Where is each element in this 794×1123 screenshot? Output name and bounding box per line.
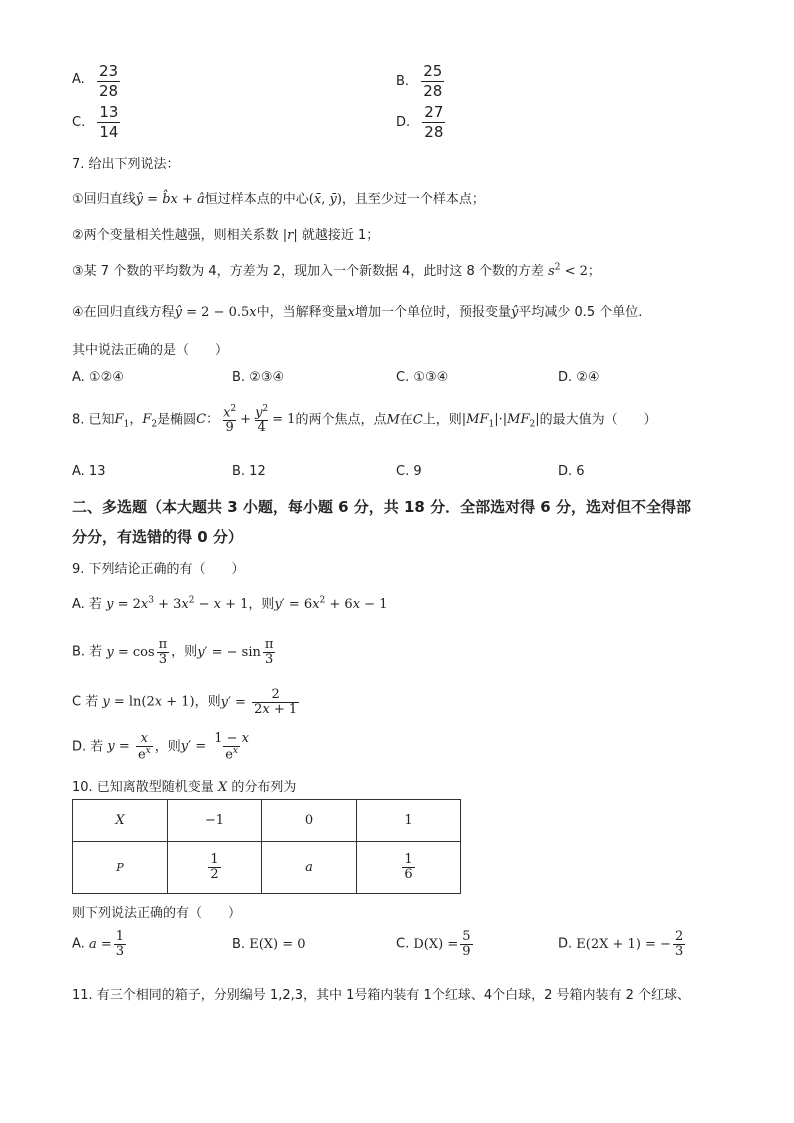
q6-option-d <box>396 103 447 142</box>
q8-option-b: B. 12 <box>232 464 266 479</box>
q8-stem <box>72 405 657 435</box>
section-2-heading-line-2: 分分，有选错的得 0 分） <box>72 528 243 546</box>
q9-b-label: B. 若 <box>72 644 103 660</box>
q6-b-den: 28 <box>423 81 443 100</box>
p-1-num: 1 <box>404 852 413 868</box>
q9-option-b <box>72 638 277 666</box>
q9-c-formula: y = ln(2x + 1) <box>102 694 195 710</box>
q8-text-pre: 8. 已知 <box>72 412 115 428</box>
q7-s3-formula: $s^2 < 2$ <box>548 262 588 279</box>
table-row <box>73 842 461 894</box>
q7-s3-text-a: ③某 7 个数的平均数为 4，方差为 2，现加入一个新数据 4，此时这 8 个数的方差 <box>72 264 544 279</box>
q9-a-then: ，则 <box>248 597 275 612</box>
q7-s1-formula: ŷ = b̂x + â <box>135 192 205 207</box>
q6-option-a-label: A. <box>72 71 85 87</box>
q7-stem: 7. 给出下列说法： <box>72 157 180 172</box>
q8-text-post: 的最大值为（ ） <box>539 412 657 428</box>
q7-statement-3 <box>72 260 601 279</box>
q11-stem: 11. 有三个相同的箱子，分别编号 1,2,3，其中 1号箱内装有 1个红球、4个白球，2 号箱内装有 2 个红球、 <box>72 988 691 1003</box>
q9-c-derivative: y′ = $\frac{2}{2x + 1}$ <box>220 687 298 717</box>
q8-text-mid: 是椭圆 <box>157 412 197 428</box>
q7-statement-4 <box>72 301 642 320</box>
q9-c-label: C 若 <box>72 694 99 710</box>
q10-a-den: 3 <box>115 943 124 959</box>
q10-a-label: A. <box>72 936 85 952</box>
q7-s4-text-a: ④在回归直线方程 <box>72 305 175 320</box>
q10-a-num: 1 <box>115 929 124 944</box>
q10-d-text: E(2X + 1) = − <box>576 936 671 952</box>
table-head-0: 0 <box>262 800 357 842</box>
q8-option-c: C. 9 <box>396 464 422 479</box>
q7-s4-text-b: 中，当解释变量 <box>256 305 348 320</box>
p-neg1-den: 2 <box>210 867 219 882</box>
q10-c-den: 9 <box>462 943 471 959</box>
table-head-1: 1 <box>357 800 461 842</box>
q8-foci: $F_1$，$F_2$ <box>114 412 158 430</box>
q9-b-formula: y = cos $\frac{\pi}{3}$ <box>106 637 168 667</box>
q6-option-d-label: D. <box>396 114 411 130</box>
q8-option-d: D. 6 <box>558 464 585 479</box>
q9-d-then: ，则 <box>154 739 181 755</box>
q6-option-c <box>72 103 122 142</box>
q7-s4-formula: ŷ = 2 − 0.5x <box>174 305 257 320</box>
q10-stem-a: 10. 已知离散型随机变量 <box>72 780 214 795</box>
q6-option-a <box>72 62 122 101</box>
q6-option-c-label: C. <box>72 114 86 130</box>
table-cell-p-0: a <box>262 842 357 894</box>
q9-b-then: ，则 <box>171 644 198 660</box>
q6-option-a-fraction <box>97 62 120 101</box>
q7-statement-1 <box>72 188 485 207</box>
q8-text-mid3: 在 <box>399 412 413 428</box>
q7-s1-text-c: ，且至少过一个样本点； <box>341 192 485 207</box>
q10-d-num: 2 <box>674 929 684 944</box>
q9-b-derivative: y′ = − sin $\frac{\pi}{3}$ <box>197 637 274 667</box>
q10-var-x: X <box>213 780 232 795</box>
q7-option-d: D. ②④ <box>558 370 600 385</box>
q10-ask: 则下列说法正确的有（ ） <box>72 906 242 921</box>
q7-s1-text-a: ①回归直线 <box>72 192 136 207</box>
q7-option-b: B. ②③④ <box>232 370 285 385</box>
q6-b-num: 25 <box>423 62 443 80</box>
q6-option-b-fraction <box>421 62 444 101</box>
q9-stem: 9. 下列结论正确的有（ ） <box>72 562 245 577</box>
q10-d-den: 3 <box>674 943 684 959</box>
q8-point-m: M <box>386 412 400 428</box>
table-head-x: X <box>73 800 168 842</box>
q9-option-a <box>72 593 387 612</box>
q10-b-label: B. <box>232 937 246 952</box>
q7-s1-text-b: 恒过样本点的中心 <box>204 192 309 207</box>
q10-c-text: D(X) = <box>413 936 459 952</box>
q7-s2-text-a: ②两个变量相关性越强，则相关系数 <box>72 228 279 243</box>
q10-option-a <box>72 930 128 958</box>
q7-s4-text-c: 增加一个单位时，预报变量 <box>354 305 511 320</box>
q7-statement-2 <box>72 224 379 243</box>
q10-d-label: D. <box>558 936 573 952</box>
q7-option-a: A. ①②④ <box>72 370 124 385</box>
q6-a-den: 28 <box>98 81 119 100</box>
q9-option-d <box>72 732 253 762</box>
q10-stem-b: 的分布列为 <box>231 780 297 795</box>
q8-option-a: A. 13 <box>72 464 106 479</box>
q8-text-mid2: 的两个焦点，点 <box>295 412 387 428</box>
q9-a-label: A. 若 <box>72 597 102 612</box>
q8-ellipse-formula: C： $\frac{x^2}{9}$ + $\frac{y^2}{4}$ = 1 <box>196 404 296 435</box>
q10-a-text: a = <box>88 936 112 952</box>
q7-ask: 其中说法正确的是（ ） <box>72 343 229 358</box>
q10-c-num: 5 <box>462 929 471 944</box>
q10-d-formula <box>576 929 687 959</box>
q8-curve-c: C <box>412 412 423 428</box>
q9-d-formula: y = $\frac{x}{e^x}$ <box>107 731 151 762</box>
q10-option-b <box>232 937 306 952</box>
q10-distribution-table <box>72 799 461 894</box>
q6-option-b <box>396 62 446 101</box>
q6-option-b-label: B. <box>396 73 410 89</box>
q8-text-mid4: 上，则 <box>422 412 462 428</box>
q9-option-c <box>72 688 301 716</box>
q10-option-d <box>558 930 687 958</box>
q7-option-c: C. ①③④ <box>396 370 449 385</box>
q6-d-den: 28 <box>424 122 444 141</box>
table-row <box>73 800 461 842</box>
q7-s4-text-d: 平均减少 0.5 个单位. <box>518 305 643 320</box>
q9-d-label: D. 若 <box>72 739 104 755</box>
table-head-neg1: −1 <box>168 800 262 842</box>
q7-s4-var-y: ŷ <box>511 305 519 320</box>
q10-b-text: E(X) = 0 <box>249 937 306 952</box>
p-1-den: 6 <box>404 867 413 882</box>
p-neg1-num: 1 <box>210 852 219 868</box>
q10-c-formula <box>413 929 474 959</box>
q8-product-formula: $|MF_1|\cdot|MF_2|$ <box>461 412 540 430</box>
table-cell-p-neg1 <box>168 842 262 894</box>
q6-c-den: 14 <box>99 122 119 141</box>
q9-a-formula: $y = 2x^3 + 3x^2 - x + 1$ <box>106 595 249 612</box>
table-cell-p-1 <box>357 842 461 894</box>
q6-a-num: 23 <box>98 62 119 80</box>
q9-c-then: ，则 <box>194 694 221 710</box>
q6-d-num: 27 <box>424 103 444 121</box>
q10-stem <box>72 776 296 795</box>
q9-d-derivative: y′ = $\frac{1 - x}{e^x}$ <box>180 731 249 762</box>
q7-s2-text-b: 就越接近 1； <box>301 228 380 243</box>
q10-c-label: C. <box>396 936 410 952</box>
q6-option-c-fraction <box>97 103 120 142</box>
q10-a-formula <box>88 929 128 959</box>
q7-s4-var-x: x <box>347 305 355 320</box>
q7-s3-text-b: ； <box>587 264 601 279</box>
q10-option-c <box>396 930 475 958</box>
section-2-heading-line-1: 二、多选题（本大题共 3 小题，每小题 6 分，共 18 分．全部选对得 6 分，选对但不全得部 <box>72 498 691 516</box>
q7-s2-formula: |r| <box>278 228 302 243</box>
q6-c-num: 13 <box>99 103 119 121</box>
table-row-label-p: P <box>73 842 168 894</box>
q6-option-d-fraction <box>422 103 445 142</box>
q9-a-derivative: $y' = 6x^2 + 6x - 1$ <box>274 595 388 612</box>
q7-s1-center-formula: (x̄, ȳ) <box>308 192 342 207</box>
